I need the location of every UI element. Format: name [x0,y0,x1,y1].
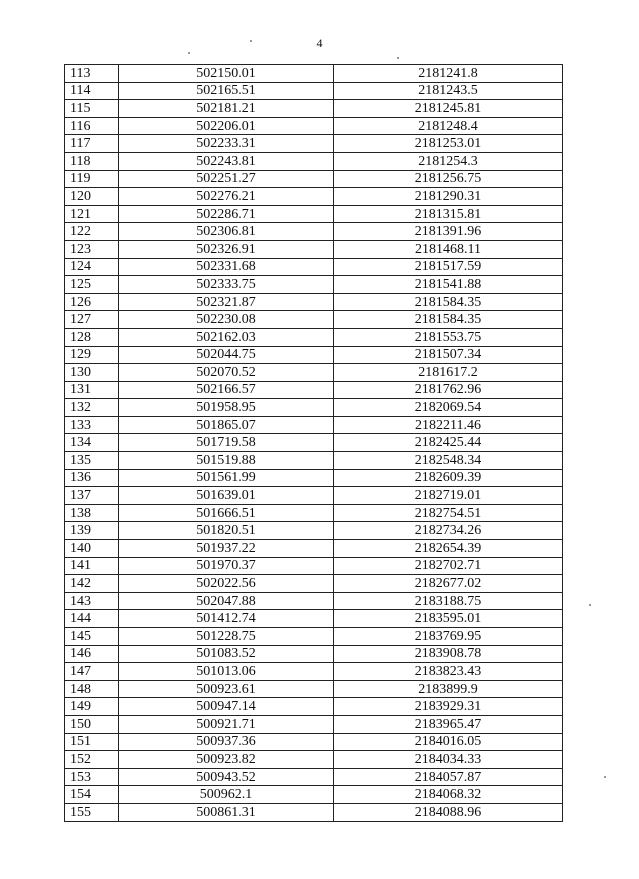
y-coordinate-cell: 2182702.71 [334,557,563,575]
x-coordinate-cell: 500921.71 [119,715,334,733]
x-coordinate-cell: 502166.57 [119,381,334,399]
table-row [65,487,563,505]
scan-speck [188,52,190,54]
x-coordinate-cell: 501083.52 [119,645,334,663]
y-coordinate-cell: 2183965.47 [334,715,563,733]
table-row [65,152,563,170]
x-coordinate-cell: 502306.81 [119,223,334,241]
table-row [65,65,563,83]
x-coordinate-cell: 502321.87 [119,293,334,311]
y-coordinate-cell: 2184088.96 [334,803,563,821]
x-coordinate-cell: 502044.75 [119,346,334,364]
page-number: 4 [316,36,323,50]
point-number-cell: 115 [65,100,119,118]
x-coordinate-cell: 502070.52 [119,364,334,382]
coordinates-table [64,64,563,822]
table-row [65,680,563,698]
table-row [65,346,563,364]
table-row [65,188,563,206]
table-row [65,645,563,663]
x-coordinate-cell: 500923.82 [119,751,334,769]
y-coordinate-cell: 2181584.35 [334,311,563,329]
x-coordinate-cell: 501639.01 [119,487,334,505]
x-coordinate-cell: 500943.52 [119,768,334,786]
x-coordinate-cell: 502286.71 [119,205,334,223]
table-row [65,768,563,786]
x-coordinate-cell: 500861.31 [119,803,334,821]
table-row [65,399,563,417]
point-number-cell: 134 [65,434,119,452]
table-row [65,452,563,470]
x-coordinate-cell: 500923.61 [119,680,334,698]
table-row [65,117,563,135]
x-coordinate-cell: 501958.95 [119,399,334,417]
y-coordinate-cell: 2183769.95 [334,628,563,646]
point-number-cell: 137 [65,487,119,505]
y-coordinate-cell: 2183899.9 [334,680,563,698]
table-row [65,100,563,118]
scan-speck [250,40,252,42]
x-coordinate-cell: 501865.07 [119,416,334,434]
point-number-cell: 133 [65,416,119,434]
table-row [65,469,563,487]
point-number-cell: 146 [65,645,119,663]
y-coordinate-cell: 2182677.02 [334,575,563,593]
x-coordinate-cell: 502276.21 [119,188,334,206]
table-row [65,522,563,540]
point-number-cell: 114 [65,82,119,100]
table-row [65,416,563,434]
point-number-cell: 148 [65,680,119,698]
point-number-cell: 150 [65,715,119,733]
y-coordinate-cell: 2184057.87 [334,768,563,786]
scan-speck [397,57,399,59]
point-number-cell: 152 [65,751,119,769]
y-coordinate-cell: 2181517.59 [334,258,563,276]
y-coordinate-cell: 2181245.81 [334,100,563,118]
table-row [65,293,563,311]
point-number-cell: 153 [65,768,119,786]
x-coordinate-cell: 501820.51 [119,522,334,540]
y-coordinate-cell: 2181541.88 [334,276,563,294]
y-coordinate-cell: 2181256.75 [334,170,563,188]
y-coordinate-cell: 2183908.78 [334,645,563,663]
point-number-cell: 117 [65,135,119,153]
y-coordinate-cell: 2183929.31 [334,698,563,716]
y-coordinate-cell: 2183823.43 [334,663,563,681]
x-coordinate-cell: 501412.74 [119,610,334,628]
table-row [65,311,563,329]
point-number-cell: 130 [65,364,119,382]
scan-speck [589,604,591,606]
x-coordinate-cell: 501937.22 [119,540,334,558]
y-coordinate-cell: 2183595.01 [334,610,563,628]
point-number-cell: 155 [65,803,119,821]
x-coordinate-cell: 501228.75 [119,628,334,646]
point-number-cell: 124 [65,258,119,276]
table-row [65,170,563,188]
table-row [65,786,563,804]
point-number-cell: 154 [65,786,119,804]
x-coordinate-cell: 502165.51 [119,82,334,100]
y-coordinate-cell: 2181391.96 [334,223,563,241]
y-coordinate-cell: 2184034.33 [334,751,563,769]
point-number-cell: 131 [65,381,119,399]
y-coordinate-cell: 2181253.01 [334,135,563,153]
y-coordinate-cell: 2181762.96 [334,381,563,399]
point-number-cell: 143 [65,592,119,610]
x-coordinate-cell: 501561.99 [119,469,334,487]
table-row [65,258,563,276]
table-row [65,803,563,821]
point-number-cell: 138 [65,504,119,522]
point-number-cell: 141 [65,557,119,575]
point-number-cell: 116 [65,117,119,135]
table-row [65,381,563,399]
y-coordinate-cell: 2182754.51 [334,504,563,522]
point-number-cell: 118 [65,152,119,170]
point-number-cell: 132 [65,399,119,417]
y-coordinate-cell: 2182609.39 [334,469,563,487]
point-number-cell: 125 [65,276,119,294]
y-coordinate-cell: 2181248.4 [334,117,563,135]
table-row [65,575,563,593]
scan-speck [604,776,606,778]
point-number-cell: 119 [65,170,119,188]
point-number-cell: 127 [65,311,119,329]
y-coordinate-cell: 2181254.3 [334,152,563,170]
table-row [65,364,563,382]
y-coordinate-cell: 2182654.39 [334,540,563,558]
table-row [65,82,563,100]
x-coordinate-cell: 502022.56 [119,575,334,593]
y-coordinate-cell: 2184068.32 [334,786,563,804]
table-row [65,698,563,716]
x-coordinate-cell: 502251.27 [119,170,334,188]
table-row [65,592,563,610]
table-row [65,557,563,575]
table-row [65,715,563,733]
point-number-cell: 128 [65,328,119,346]
y-coordinate-cell: 2182069.54 [334,399,563,417]
table-row [65,240,563,258]
table-row [65,628,563,646]
coordinates-table-body [65,65,563,822]
table-row [65,504,563,522]
x-coordinate-cell: 502162.03 [119,328,334,346]
table-row [65,135,563,153]
x-coordinate-cell: 502230.08 [119,311,334,329]
y-coordinate-cell: 2181290.31 [334,188,563,206]
table-row [65,610,563,628]
x-coordinate-cell: 502333.75 [119,276,334,294]
y-coordinate-cell: 2182425.44 [334,434,563,452]
y-coordinate-cell: 2181468.11 [334,240,563,258]
y-coordinate-cell: 2181553.75 [334,328,563,346]
table-row [65,205,563,223]
point-number-cell: 122 [65,223,119,241]
y-coordinate-cell: 2181584.35 [334,293,563,311]
x-coordinate-cell: 500947.14 [119,698,334,716]
point-number-cell: 135 [65,452,119,470]
y-coordinate-cell: 2181617.2 [334,364,563,382]
y-coordinate-cell: 2182734.26 [334,522,563,540]
y-coordinate-cell: 2182211.46 [334,416,563,434]
y-coordinate-cell: 2184016.05 [334,733,563,751]
y-coordinate-cell: 2181241.8 [334,65,563,83]
y-coordinate-cell: 2182719.01 [334,487,563,505]
point-number-cell: 142 [65,575,119,593]
y-coordinate-cell: 2183188.75 [334,592,563,610]
table-row [65,276,563,294]
x-coordinate-cell: 501970.37 [119,557,334,575]
x-coordinate-cell: 502326.91 [119,240,334,258]
x-coordinate-cell: 502331.68 [119,258,334,276]
table-row [65,751,563,769]
x-coordinate-cell: 502206.01 [119,117,334,135]
table-row [65,540,563,558]
point-number-cell: 139 [65,522,119,540]
point-number-cell: 120 [65,188,119,206]
point-number-cell: 144 [65,610,119,628]
y-coordinate-cell: 2182548.34 [334,452,563,470]
y-coordinate-cell: 2181315.81 [334,205,563,223]
x-coordinate-cell: 501013.06 [119,663,334,681]
table-row [65,434,563,452]
x-coordinate-cell: 500937.36 [119,733,334,751]
x-coordinate-cell: 502233.31 [119,135,334,153]
y-coordinate-cell: 2181243.5 [334,82,563,100]
point-number-cell: 129 [65,346,119,364]
point-number-cell: 126 [65,293,119,311]
point-number-cell: 140 [65,540,119,558]
x-coordinate-cell: 502150.01 [119,65,334,83]
x-coordinate-cell: 501519.88 [119,452,334,470]
x-coordinate-cell: 500962.1 [119,786,334,804]
x-coordinate-cell: 502181.21 [119,100,334,118]
x-coordinate-cell: 501719.58 [119,434,334,452]
point-number-cell: 123 [65,240,119,258]
point-number-cell: 151 [65,733,119,751]
table-row [65,663,563,681]
point-number-cell: 121 [65,205,119,223]
point-number-cell: 113 [65,65,119,83]
table-row [65,328,563,346]
table-row [65,733,563,751]
point-number-cell: 147 [65,663,119,681]
x-coordinate-cell: 502047.88 [119,592,334,610]
point-number-cell: 145 [65,628,119,646]
x-coordinate-cell: 502243.81 [119,152,334,170]
point-number-cell: 149 [65,698,119,716]
point-number-cell: 136 [65,469,119,487]
x-coordinate-cell: 501666.51 [119,504,334,522]
table-row [65,223,563,241]
y-coordinate-cell: 2181507.34 [334,346,563,364]
